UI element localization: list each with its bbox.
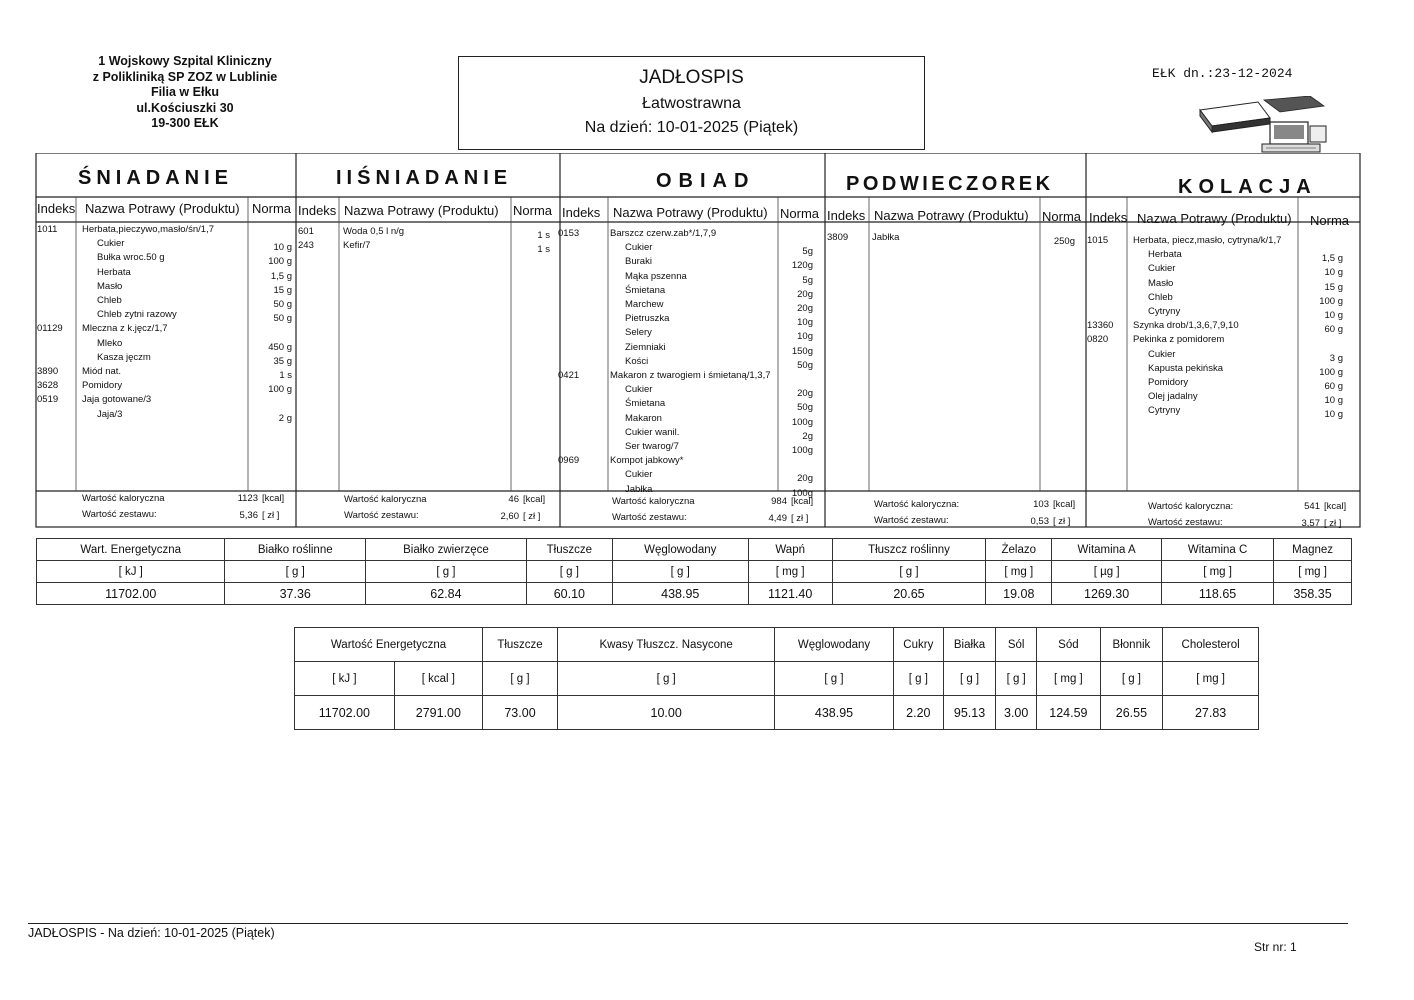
nutrition-unit: [ g ] xyxy=(943,662,995,696)
ingredient-name: Jaja/3 xyxy=(97,408,123,420)
ingredient-name: Pietruszka xyxy=(625,313,670,325)
item-quantity: 10 g xyxy=(273,242,292,254)
item-quantity: 2g xyxy=(802,430,813,442)
ingredient-name: Cukier xyxy=(97,238,125,250)
dish-name: Jaja gotowane/3 xyxy=(82,394,152,406)
nutrition-table-1 xyxy=(36,538,1352,605)
nutrition-unit: [ g ] xyxy=(775,662,893,696)
calorie-unit: [kcal] xyxy=(262,493,285,504)
nutrition-header: Wapń xyxy=(748,539,832,561)
cost-value: 0,53 xyxy=(1030,516,1049,527)
nutrition-header: Sód xyxy=(1037,628,1100,662)
dish-name: Woda 0,5 l n/g xyxy=(343,226,405,237)
col-header-norma: Norma xyxy=(252,201,292,216)
calorie-label: Wartość kaloryczna xyxy=(82,493,165,504)
dish-name: Mleczna z k.jęcz/1,7 xyxy=(82,323,168,335)
cost-label: Wartość zestawu: xyxy=(612,512,687,523)
dish-name: Miód nat. xyxy=(82,366,122,377)
item-quantity: 100 g xyxy=(268,256,292,268)
ingredient-name: Jabłka xyxy=(625,483,653,495)
page-number: Str nr: 1 xyxy=(1254,940,1297,954)
nutrition-value: 62.84 xyxy=(366,583,527,605)
nutrition-value: 26.55 xyxy=(1100,696,1163,730)
ingredient-name: Mąka pszenna xyxy=(625,270,687,282)
item-quantity: 10 g xyxy=(1324,395,1343,407)
col-header-norma: Norma xyxy=(1310,213,1350,228)
item-index: 3890 xyxy=(37,366,59,377)
footer-text: JADŁOSPIS - Na dzień: 10-01-2025 (Piątek) xyxy=(28,926,275,940)
nutrition-value: 27.83 xyxy=(1163,696,1259,730)
nutrition-unit: [ g ] xyxy=(832,561,986,583)
item-quantity: 1,5 g xyxy=(1321,253,1343,265)
nutrition-value: 1121.40 xyxy=(748,583,832,605)
nutrition-unit: [ mg ] xyxy=(748,561,832,583)
ingredient-name: Selery xyxy=(625,327,652,339)
ingredient-name: Cukier xyxy=(625,469,653,481)
calorie-unit: [kcal] xyxy=(1324,501,1347,512)
issue-date: EŁK dn.:23-12-2024 xyxy=(1152,66,1293,81)
nutrition-unit: [ mg ] xyxy=(986,561,1052,583)
nutrition-value: 37.36 xyxy=(225,583,366,605)
cost-label: Wartość zestawu: xyxy=(344,510,419,521)
nutrition-header: Kwasy Tłuszcz. Nasycone xyxy=(558,628,775,662)
nutrition-unit: [ g ] xyxy=(366,561,527,583)
item-quantity: 35 g xyxy=(273,355,292,367)
col-header-name: Nazwa Potrawy (Produktu) xyxy=(344,203,499,218)
dish-name: Herbata, piecz,masło, cytryna/k/1,7 xyxy=(1133,235,1282,246)
cost-value: 2,60 xyxy=(500,511,519,522)
nutrition-value: 1269.30 xyxy=(1052,583,1162,605)
item-quantity: 450 g xyxy=(268,341,292,353)
item-index: 0519 xyxy=(37,394,59,406)
nutrition-header-row xyxy=(37,539,1352,561)
nutrition-value-row xyxy=(37,583,1352,605)
cost-label: Wartość zestawu: xyxy=(82,509,157,520)
calorie-value: 1123 xyxy=(237,493,258,504)
calorie-value: 984 xyxy=(771,496,787,507)
menu-grid xyxy=(30,153,1362,529)
item-quantity: 150g xyxy=(791,345,813,357)
item-quantity: 5g xyxy=(802,246,813,258)
nutrition-unit: [ kJ ] xyxy=(37,561,225,583)
ingredient-name: Herbata xyxy=(97,266,131,278)
nutrition-unit: [ g ] xyxy=(996,662,1037,696)
nutrition-unit: [ g ] xyxy=(483,662,558,696)
meal-title-afternoon-snack: PODWIECZOREK xyxy=(846,173,1054,195)
item-quantity: 100 g xyxy=(1319,366,1343,378)
ingredient-name: Cukier xyxy=(1148,348,1176,360)
calorie-label: Wartość kaloryczna: xyxy=(1148,501,1234,512)
ingredient-name: Olej jadalny xyxy=(1148,391,1198,403)
ingredient-name: Śmietana xyxy=(625,284,666,296)
hospital-line: ul.Kościuszki 30 xyxy=(136,100,234,115)
menu-date: Na dzień: 10-01-2025 (Piątek) xyxy=(584,119,799,136)
ingredient-name: Śmietana xyxy=(625,398,666,410)
item-quantity: 2 g xyxy=(278,412,292,424)
calorie-value: 103 xyxy=(1033,499,1049,510)
nutrition-header: Sól xyxy=(996,628,1037,662)
hospital-line: 1 Wojskowy Szpital Kliniczny xyxy=(98,54,272,68)
col-header-index: Indeks xyxy=(1089,210,1128,225)
dish-name: Pekinka z pomidorem xyxy=(1133,334,1225,346)
ingredient-name: Ziemniaki xyxy=(625,341,666,353)
col-header-index: Indeks xyxy=(298,203,337,218)
books-computer-logo xyxy=(1198,96,1333,158)
calorie-unit: [kcal] xyxy=(523,494,546,505)
dish-name: Makaron z twarogiem i śmietaną/1,3,7 xyxy=(610,370,771,381)
dish-name: Barszcz czerw.zab*/1,7,9 xyxy=(610,228,717,239)
nutrition-header: Magnez xyxy=(1274,539,1352,561)
nutrition-unit: [ kcal ] xyxy=(394,662,482,696)
nutrition-header: Białko zwierzęce xyxy=(366,539,527,561)
item-quantity: 20g xyxy=(797,388,813,400)
nutrition-value: 118.65 xyxy=(1162,583,1274,605)
item-quantity: 50 g xyxy=(273,313,292,325)
meal-title-supper: KOLACJA xyxy=(1178,176,1317,198)
calorie-label: Wartość kaloryczna xyxy=(612,496,695,507)
nutrition-unit: [ kJ ] xyxy=(295,662,395,696)
hospital-line: z Polikliniką SP ZOZ w Lublinie xyxy=(92,69,278,84)
item-quantity: 1 s xyxy=(537,244,550,256)
nutrition-header: Cholesterol xyxy=(1163,628,1259,662)
item-quantity: 20g xyxy=(797,473,813,485)
item-index: 1011 xyxy=(37,224,58,235)
calorie-unit: [kcal] xyxy=(1053,499,1076,510)
dish-name: Jabłka xyxy=(872,232,900,243)
nutrition-header: Błonnik xyxy=(1100,628,1163,662)
col-header-norma: Norma xyxy=(513,203,553,218)
item-index: 0421 xyxy=(558,370,580,381)
ingredient-name: Kasza jęczm xyxy=(97,351,151,363)
meal-title-lunch: OBIAD xyxy=(656,170,756,192)
cost-value: 5,36 xyxy=(239,510,258,521)
col-header-index: Indeks xyxy=(37,201,76,216)
item-index: 3628 xyxy=(37,380,59,392)
col-header-name: Nazwa Potrawy (Produktu) xyxy=(1137,211,1292,226)
nutrition-header: Tłuszcze xyxy=(526,539,612,561)
item-quantity: 250g xyxy=(1053,236,1075,247)
dish-name: Pomidory xyxy=(82,380,123,392)
hospital-line: Filia w Ełku xyxy=(150,85,220,99)
item-quantity: 10 g xyxy=(1324,409,1343,421)
ingredient-name: Cukier xyxy=(1148,263,1176,275)
nutrition-header: Węglowodany xyxy=(612,539,748,561)
col-header-index: Indeks xyxy=(827,208,866,223)
item-quantity: 100g xyxy=(791,487,813,499)
nutrition-value: 2791.00 xyxy=(394,696,482,730)
meal-title-second-breakfast: IIŚNIADANIE xyxy=(336,167,513,189)
item-quantity: 1 s xyxy=(279,370,292,381)
nutrition-header: Żelazo xyxy=(986,539,1052,561)
item-quantity: 1,5 g xyxy=(270,270,292,282)
diet-name: Łatwostrawna xyxy=(642,95,741,112)
item-quantity: 10g xyxy=(797,331,813,343)
nutrition-header: Tłuszcz roślinny xyxy=(832,539,986,561)
item-quantity: 10 g xyxy=(1324,267,1343,279)
ingredient-name: Ser twarog/7 xyxy=(625,441,679,452)
hospital-line: 19-300 EŁK xyxy=(151,116,219,130)
item-index: 1015 xyxy=(1087,235,1109,246)
dish-name: Kefir/7 xyxy=(343,240,371,252)
calorie-label: Wartość kaloryczna: xyxy=(874,499,960,510)
ingredient-name: Cytryny xyxy=(1148,306,1181,317)
item-quantity: 20g xyxy=(797,303,813,314)
nutrition-header: Wartość Energetyczna xyxy=(295,628,483,662)
calorie-value: 46 xyxy=(508,494,519,505)
ingredient-name: Chleb xyxy=(97,295,122,306)
nutrition-header-row xyxy=(295,628,1259,662)
calorie-label: Wartość kaloryczna xyxy=(344,494,427,505)
calorie-unit: [kcal] xyxy=(791,496,814,507)
nutrition-unit: [ mg ] xyxy=(1163,662,1259,696)
footer-divider xyxy=(28,923,1348,924)
nutrition-unit: [ g ] xyxy=(558,662,775,696)
item-quantity: 1 s xyxy=(537,230,550,241)
item-quantity: 20g xyxy=(797,288,813,300)
item-quantity: 50 g xyxy=(273,299,292,310)
ingredient-name: Bułka wroc.50 g xyxy=(97,252,165,264)
nutrition-header: Białka xyxy=(943,628,995,662)
col-header-norma: Norma xyxy=(780,206,820,221)
col-header-name: Nazwa Potrawy (Produktu) xyxy=(85,201,240,216)
nutrition-value: 11702.00 xyxy=(37,583,225,605)
cost-unit: [ zł ] xyxy=(1324,518,1342,529)
nutrition-header: Cukry xyxy=(893,628,943,662)
nutrition-table-2 xyxy=(294,627,1259,730)
ingredient-name: Chleb zytni razowy xyxy=(97,309,177,321)
dish-name: Szynka drob/1,3,6,7,9,10 xyxy=(1133,320,1239,332)
nutrition-value: 358.35 xyxy=(1274,583,1352,605)
nutrition-value: 19.08 xyxy=(986,583,1052,605)
ingredient-name: Cytryny xyxy=(1148,405,1181,417)
col-header-name: Nazwa Potrawy (Produktu) xyxy=(874,208,1029,223)
ingredient-name: Kości xyxy=(625,355,649,367)
nutrition-value: 3.00 xyxy=(996,696,1037,730)
item-index: 243 xyxy=(298,240,314,252)
item-quantity: 100 g xyxy=(1319,295,1343,307)
item-quantity: 120g xyxy=(791,260,813,272)
nutrition-header: Witamina C xyxy=(1162,539,1274,561)
cost-unit: [ zł ] xyxy=(523,511,541,522)
ingredient-name: Chleb xyxy=(1148,291,1173,303)
cost-unit: [ zł ] xyxy=(262,510,280,521)
nutrition-unit: [ mg ] xyxy=(1162,561,1274,583)
item-quantity: 15 g xyxy=(273,284,292,296)
ingredient-name: Kapusta pekińska xyxy=(1148,362,1223,374)
calorie-value: 541 xyxy=(1304,501,1320,512)
nutrition-value: 438.95 xyxy=(612,583,748,605)
nutrition-unit: [ g ] xyxy=(893,662,943,696)
item-index: 3809 xyxy=(827,232,849,243)
item-quantity: 50g xyxy=(797,359,813,371)
nutrition-value: 95.13 xyxy=(943,696,995,730)
nutrition-header: Witamina A xyxy=(1052,539,1162,561)
item-quantity: 15 g xyxy=(1324,281,1343,293)
meal-title-breakfast: ŚNIADANIE xyxy=(78,167,234,189)
item-quantity: 10 g xyxy=(1324,310,1343,321)
item-index: 01129 xyxy=(37,323,63,335)
item-quantity: 100g xyxy=(791,416,813,428)
ingredient-name: Cukier wanil. xyxy=(625,426,680,438)
ingredient-name: Herbata xyxy=(1148,249,1182,261)
item-quantity: 60 g xyxy=(1324,381,1343,392)
item-quantity: 100g xyxy=(791,445,813,456)
cost-unit: [ zł ] xyxy=(1053,516,1071,527)
item-index: 0153 xyxy=(558,228,580,239)
item-quantity: 50g xyxy=(797,402,813,414)
nutrition-header: Białko roślinne xyxy=(225,539,366,561)
nutrition-header: Węglowodany xyxy=(775,628,893,662)
nutrition-unit: [ g ] xyxy=(225,561,366,583)
nutrition-unit-row xyxy=(37,561,1352,583)
item-index: 0820 xyxy=(1087,334,1109,346)
nutrition-value: 11702.00 xyxy=(295,696,395,730)
hospital-address xyxy=(60,54,310,132)
nutrition-value: 73.00 xyxy=(483,696,558,730)
ingredient-name: Pomidory xyxy=(1148,377,1189,388)
item-quantity: 60 g xyxy=(1324,324,1343,336)
nutrition-unit: [ g ] xyxy=(1100,662,1163,696)
col-header-index: Indeks xyxy=(562,205,601,220)
ingredient-name: Masło xyxy=(97,280,123,292)
item-index: 0969 xyxy=(558,455,580,467)
page-title: JADŁOSPIS xyxy=(639,67,744,88)
ingredient-name: Cukier xyxy=(625,242,653,254)
ingredient-name: Buraki xyxy=(625,256,652,268)
item-quantity: 10g xyxy=(797,317,813,329)
nutrition-value: 2.20 xyxy=(893,696,943,730)
item-quantity: 3 g xyxy=(1329,352,1343,364)
ingredient-name: Marchew xyxy=(625,299,664,310)
nutrition-unit: [ mg ] xyxy=(1274,561,1352,583)
title-box xyxy=(458,56,925,150)
cost-value: 4,49 xyxy=(768,513,787,524)
dish-name: Herbata,pieczywo,masło/śn/1,7 xyxy=(82,224,215,235)
nutrition-unit: [ g ] xyxy=(612,561,748,583)
cost-label: Wartość zestawu: xyxy=(1148,517,1223,528)
ingredient-name: Masło xyxy=(1148,277,1174,289)
col-header-norma: Norma xyxy=(1042,209,1082,224)
nutrition-value: 20.65 xyxy=(832,583,986,605)
nutrition-unit: [ µg ] xyxy=(1052,561,1162,583)
col-header-name: Nazwa Potrawy (Produktu) xyxy=(613,205,768,220)
nutrition-value: 60.10 xyxy=(526,583,612,605)
ingredient-name: Cukier xyxy=(625,384,653,396)
item-quantity: 5g xyxy=(802,274,813,286)
nutrition-unit: [ g ] xyxy=(526,561,612,583)
cost-unit: [ zł ] xyxy=(791,513,809,524)
nutrition-value: 124.59 xyxy=(1037,696,1100,730)
ingredient-name: Mleko xyxy=(97,337,123,349)
nutrition-value: 438.95 xyxy=(775,696,893,730)
nutrition-value: 10.00 xyxy=(558,696,775,730)
item-quantity: 100 g xyxy=(268,384,292,396)
cost-value: 3,57 xyxy=(1301,518,1320,529)
nutrition-header: Wart. Energetyczna xyxy=(37,539,225,561)
cost-label: Wartość zestawu: xyxy=(874,515,949,526)
nutrition-value-row xyxy=(295,696,1259,730)
item-index: 13360 xyxy=(1087,320,1114,332)
nutrition-unit-row xyxy=(295,662,1259,696)
nutrition-unit: [ mg ] xyxy=(1037,662,1100,696)
nutrition-header: Tłuszcze xyxy=(483,628,558,662)
dish-name: Kompot jabkowy* xyxy=(610,455,684,467)
item-index: 601 xyxy=(298,226,314,237)
ingredient-name: Makaron xyxy=(625,412,662,424)
